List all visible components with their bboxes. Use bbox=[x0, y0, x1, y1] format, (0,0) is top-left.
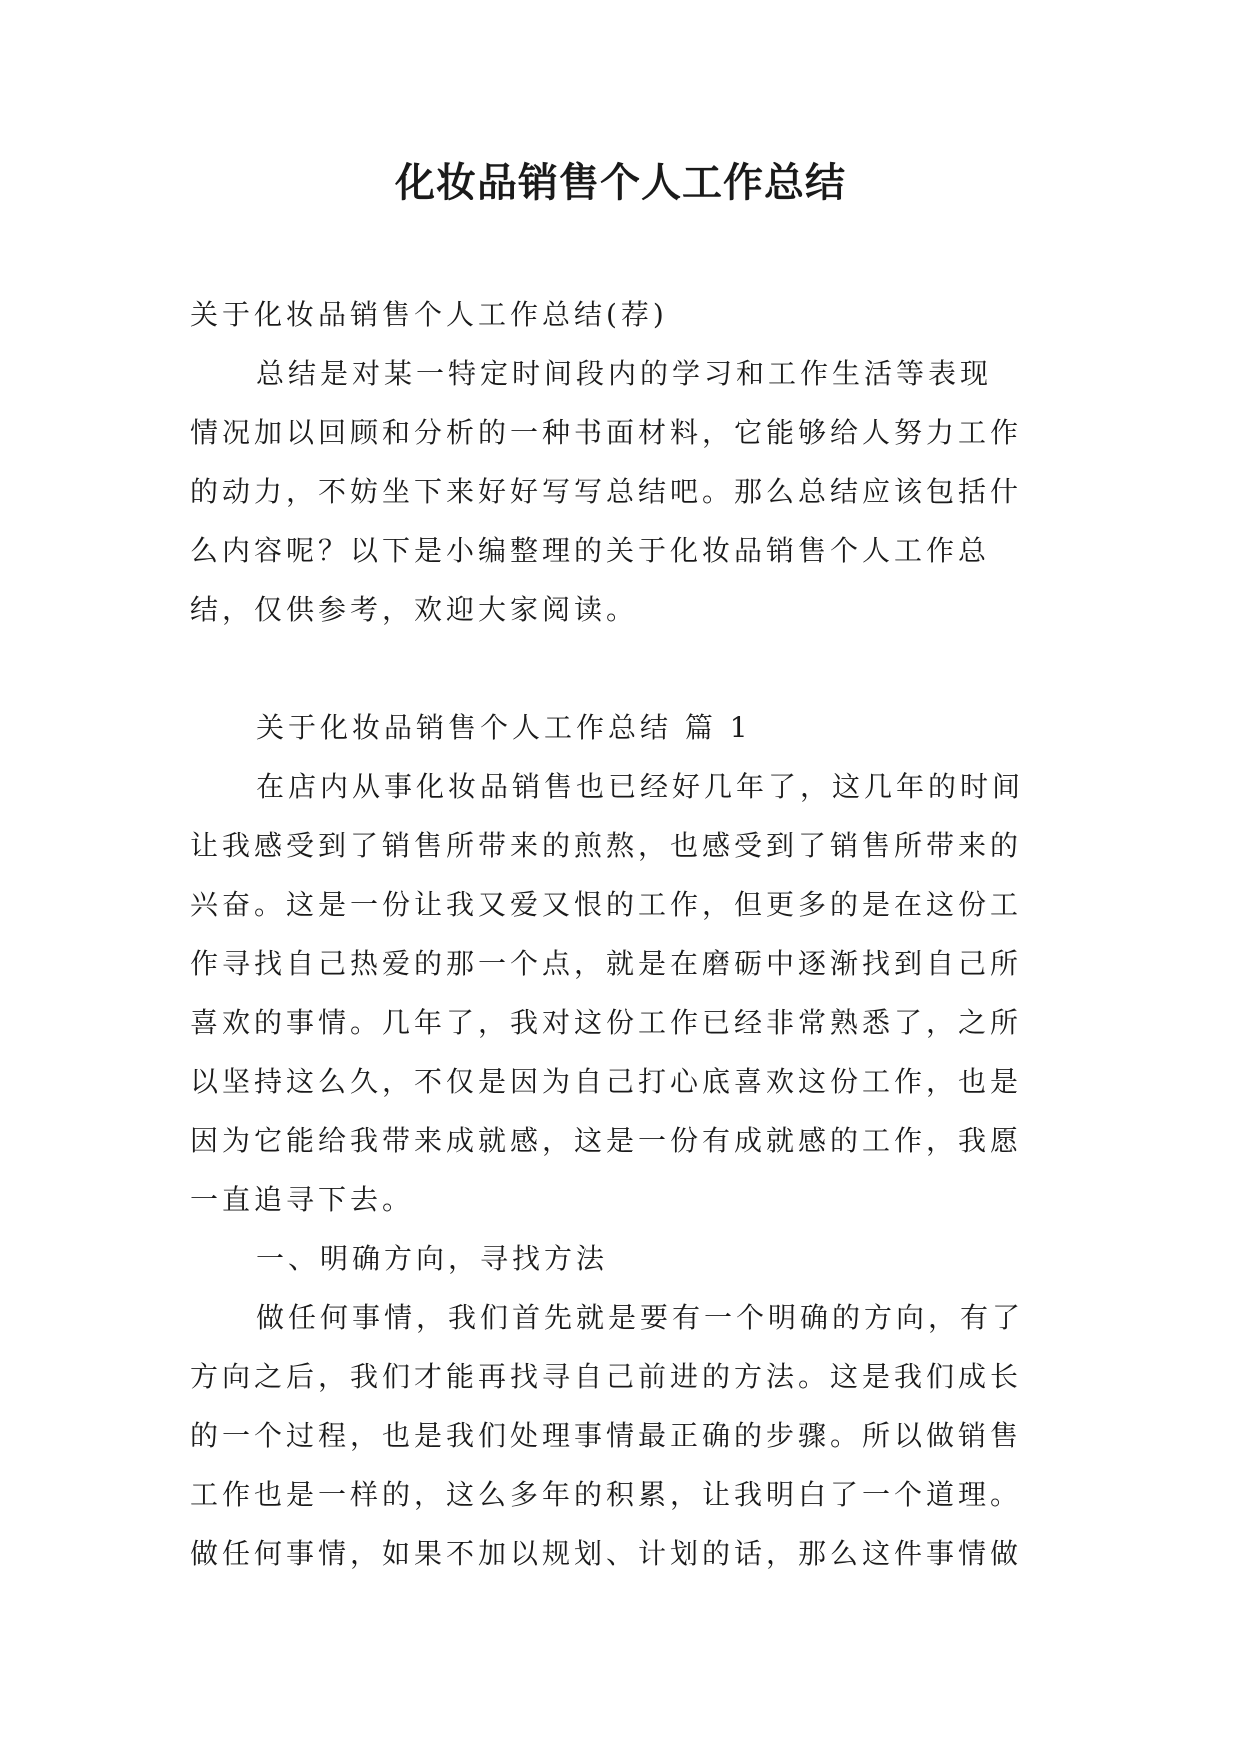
text-line: 因为它能给我带来成就感，这是一份有成就感的工作，我愿 bbox=[190, 1124, 1023, 1157]
text-line: 兴奋。这是一份让我又爱又恨的工作，但更多的是在这份工 bbox=[190, 888, 1023, 921]
text-line: 关于化妆品销售个人工作总结 篇 1 bbox=[256, 711, 752, 744]
text-line: 总结是对某一特定时间段内的学习和工作生活等表现 bbox=[256, 357, 993, 390]
text-line: 作寻找自己热爱的那一个点，就是在磨砺中逐渐找到自己所 bbox=[190, 947, 1023, 980]
text-line: 做任何事情，如果不加以规划、计划的话，那么这件事情做 bbox=[190, 1537, 1023, 1570]
text-line: 关于化妆品销售个人工作总结(荐) bbox=[190, 298, 668, 331]
text-line: 以坚持这么久，不仅是因为自己打心底喜欢这份工作，也是 bbox=[190, 1065, 1023, 1098]
text-line: 做任何事情，我们首先就是要有一个明确的方向，有了 bbox=[256, 1301, 1025, 1334]
text-line: 一、明确方向，寻找方法 bbox=[256, 1242, 609, 1275]
text-line: 工作也是一样的，这么多年的积累，让我明白了一个道理。 bbox=[190, 1478, 1023, 1511]
text-line: 的一个过程，也是我们处理事情最正确的步骤。所以做销售 bbox=[190, 1419, 1023, 1452]
text-line: 的动力，不妨坐下来好好写写总结吧。那么总结应该包括什 bbox=[190, 475, 1023, 508]
document-title: 化妆品销售个人工作总结 bbox=[395, 159, 846, 206]
text-line: 方向之后，我们才能再找寻自己前进的方法。这是我们成长 bbox=[190, 1360, 1023, 1393]
document-body bbox=[190, 285, 1060, 1583]
text-line: 一直追寻下去。 bbox=[190, 1183, 415, 1216]
text-line: 让我感受到了销售所带来的煎熬，也感受到了销售所带来的 bbox=[190, 829, 1023, 862]
text-line: 在店内从事化妆品销售也已经好几年了，这几年的时间 bbox=[256, 770, 1025, 803]
text-line: 结，仅供参考，欢迎大家阅读。 bbox=[190, 593, 639, 626]
text-line: 么内容呢？以下是小编整理的关于化妆品销售个人工作总 bbox=[190, 534, 991, 567]
text-line: 喜欢的事情。几年了，我对这份工作已经非常熟悉了，之所 bbox=[190, 1006, 1023, 1039]
text-line: 情况加以回顾和分析的一种书面材料，它能够给人努力工作 bbox=[190, 416, 1023, 449]
blank-line bbox=[190, 639, 1060, 698]
